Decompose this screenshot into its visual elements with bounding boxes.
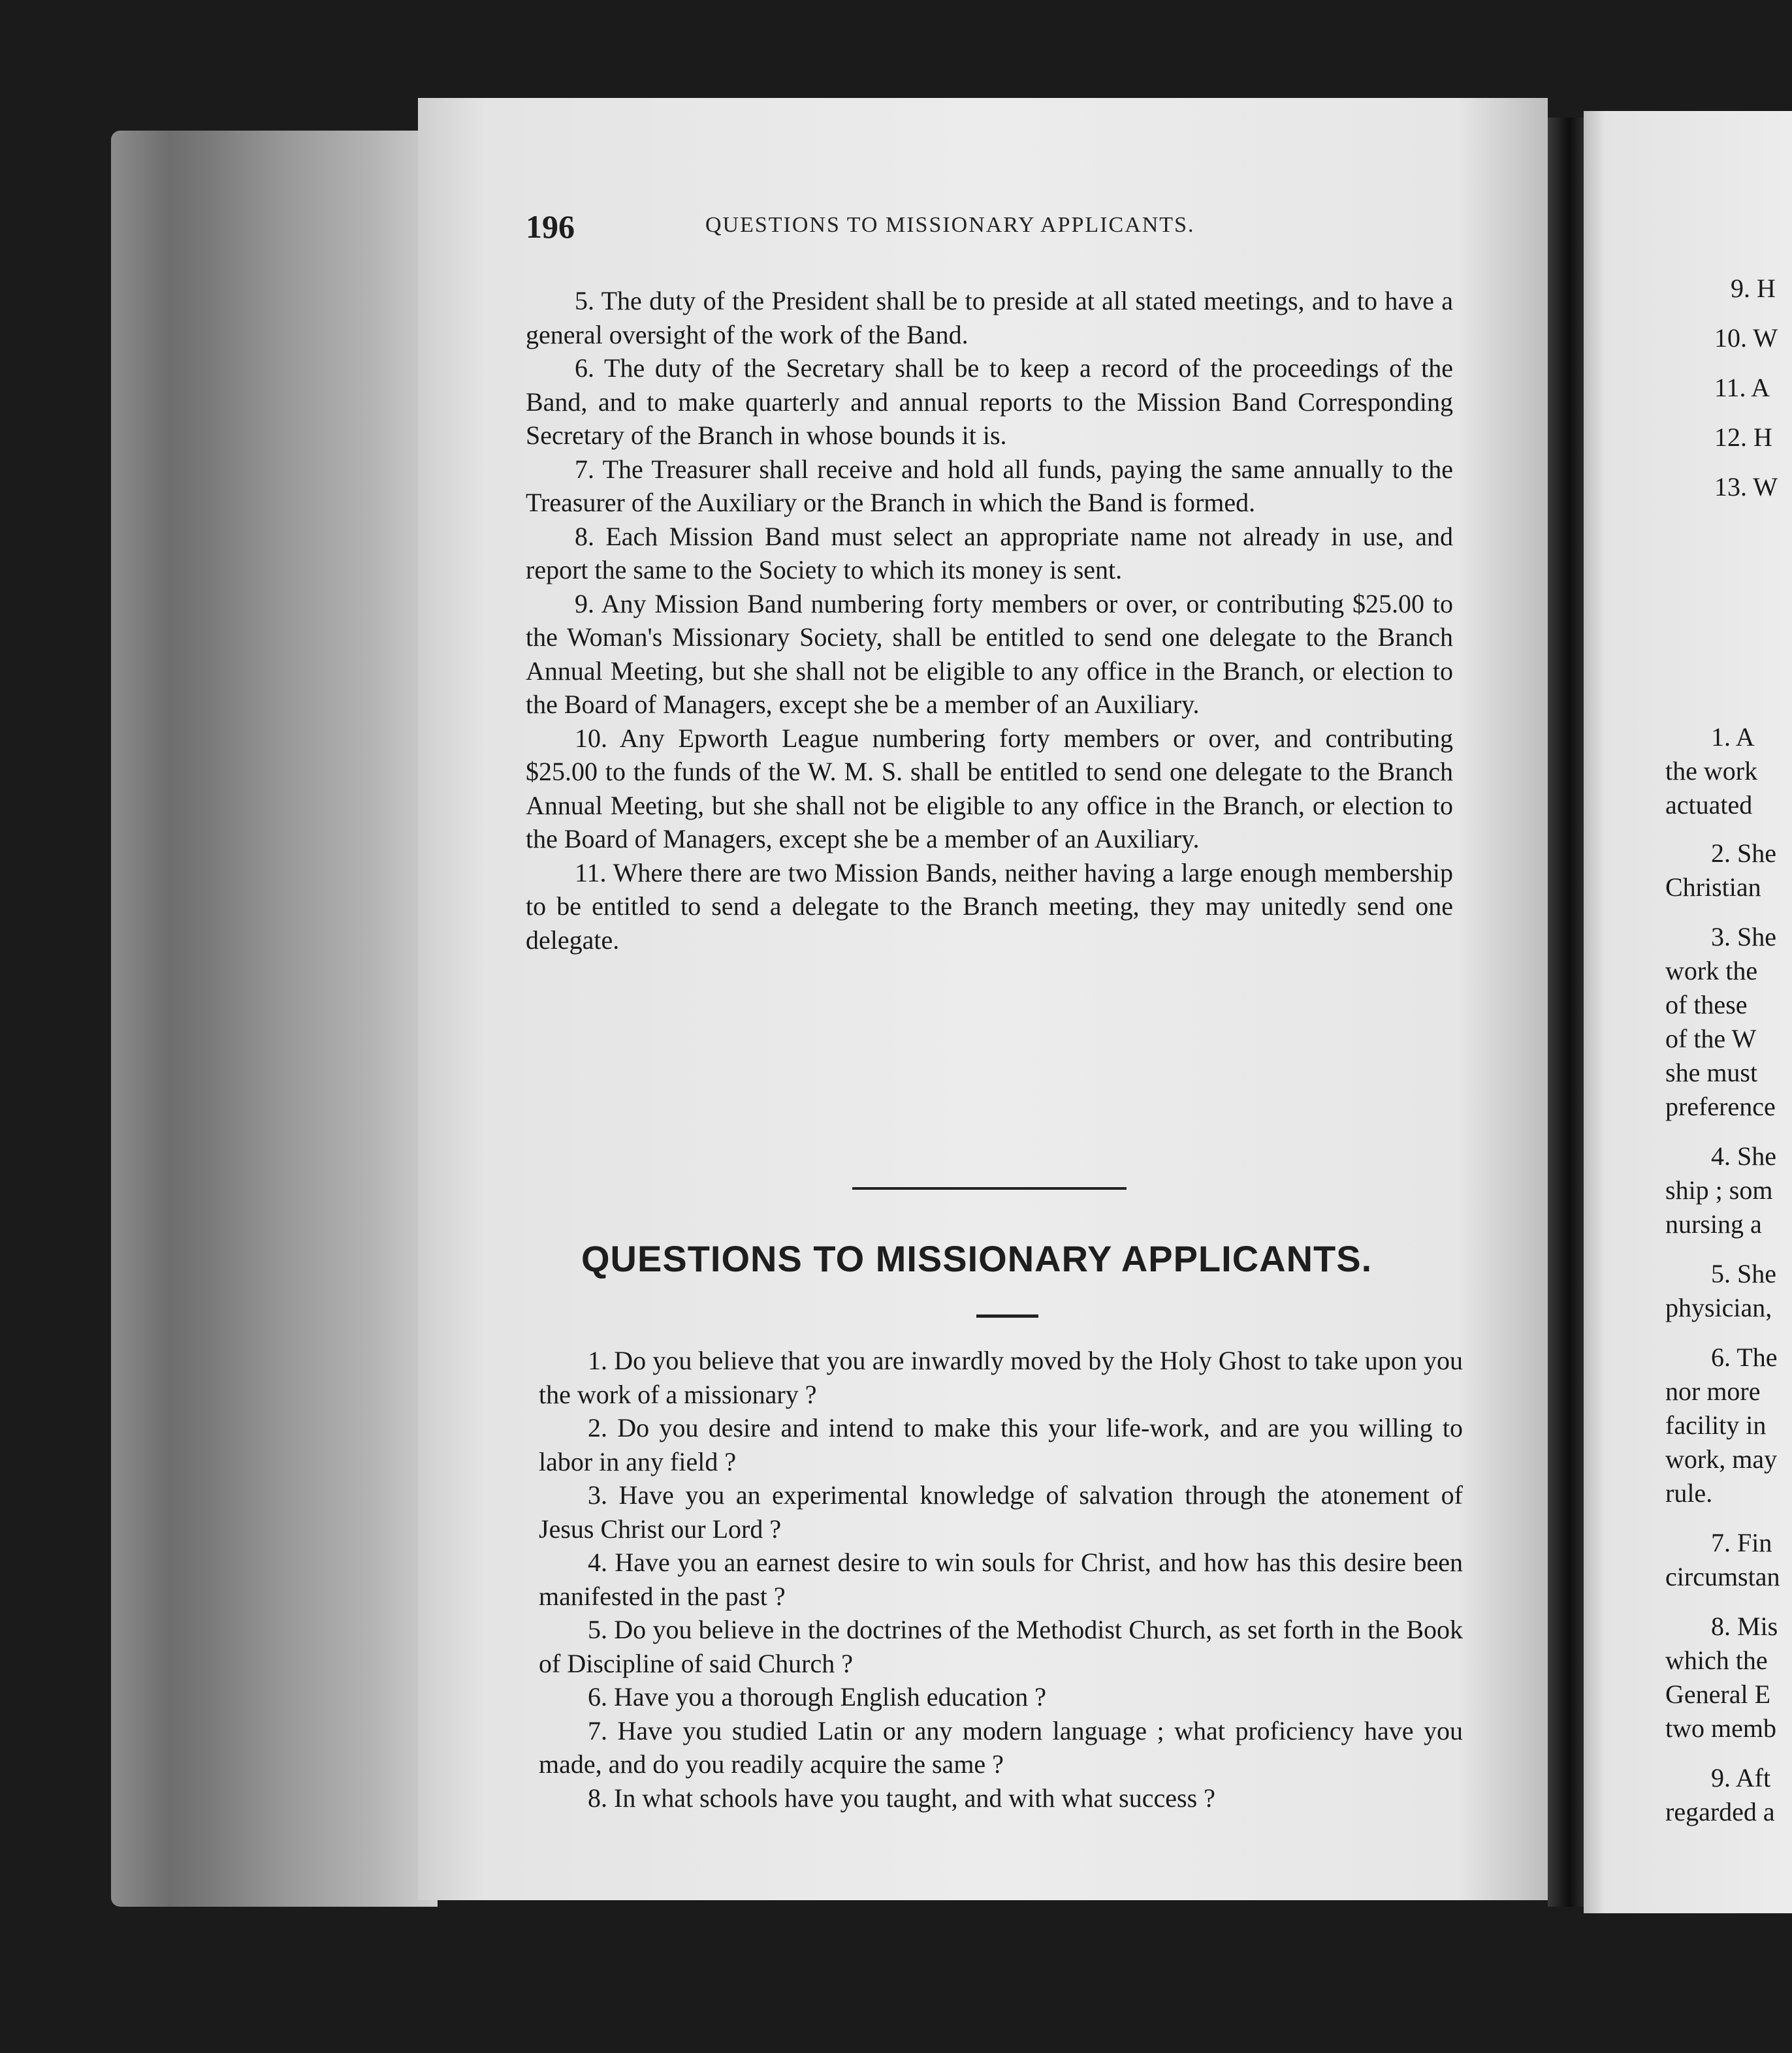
right-page-line: 8. Mis <box>1711 1612 1778 1641</box>
right-page-line: work the <box>1665 956 1758 985</box>
paragraph: 5. The duty of the President shall be to preside at all stated meetings, and to have a general oversight of the work of the Band. <box>526 286 1453 349</box>
question-item: 7. Have you studied Latin or any modern language ; what proficiency have you made, and do you readily acquire the same ? <box>539 1715 1463 1779</box>
right-page-line: 5. She <box>1711 1259 1776 1288</box>
right-page-item: 11. A <box>1714 373 1770 402</box>
right-page-line: she must <box>1665 1058 1758 1087</box>
right-page-line: 2. She <box>1711 838 1776 868</box>
right-page-line: 1. A <box>1711 722 1755 752</box>
running-title: QUESTIONS TO MISSIONARY APPLICANTS. <box>705 213 1195 237</box>
question-item: 2. Do you desire and intend to make this your life-work, and are you willing to labor in any field ? <box>539 1413 1463 1476</box>
paragraph: 9. Any Mission Band numbering forty members or over, or contributing $25.00 to the Woman's Missionary Society, shall be entitled to send one delegate to the Branch Annual Meeting, but she shall not be eligible to any office in the Branch, or election to the Board of Managers, except she be a member of an Auxiliary. <box>526 588 1453 719</box>
right-page-line: nursing a <box>1665 1209 1762 1239</box>
right-page-line: 9. Aft <box>1711 1763 1771 1792</box>
right-page-line: preference <box>1665 1092 1776 1121</box>
right-page-line: actuated <box>1665 790 1753 820</box>
right-page-line: of the W <box>1665 1024 1757 1053</box>
right-page-item: 10. W <box>1714 323 1778 353</box>
right-page-line: facility in <box>1665 1410 1767 1440</box>
right-page-item: 12. H <box>1714 422 1772 452</box>
questions-list <box>539 1344 1463 1815</box>
right-page-line: 7. Fin <box>1711 1528 1772 1557</box>
right-page-line: 3. She <box>1711 922 1776 951</box>
question-item: 4. Have you an earnest desire to win souls for Christ, and how has this desire been manifested in the past ? <box>539 1548 1463 1611</box>
right-page-item: 9. H <box>1731 274 1776 303</box>
right-page-line: rule. <box>1665 1478 1713 1508</box>
right-page-line: which the <box>1665 1646 1768 1675</box>
paragraph: 11. Where there are two Mission Bands, neither having a large enough membership to be entitled to send a delegate to the Branch meeting, they may unitedly send one delegate. <box>526 857 1453 955</box>
section-heading: QUESTIONS TO MISSIONARY APPLICANTS. <box>581 1238 1373 1279</box>
right-page-line: circumstan <box>1665 1562 1780 1591</box>
question-item: 6. Have you a thorough English education ? <box>588 1682 1047 1711</box>
paragraph: 10. Any Epworth League numbering forty members or over, and contributing $25.00 to the funds of the W. M. S. shall be entitled to send one delegate to the Branch Annual Meeting, but she shall not be eligible to any office in the Branch, or election to the Board of Managers, except she be a member of an Auxiliary. <box>526 723 1453 853</box>
book-page-edges <box>111 131 438 1907</box>
question-item: 1. Do you believe that you are inwardly moved by the Holy Ghost to take upon you the work of a missionary ? <box>539 1346 1463 1409</box>
right-page-line: Christian <box>1665 872 1761 902</box>
right-page-line: regarded a <box>1665 1797 1775 1826</box>
right-page-line: physician, <box>1665 1293 1772 1322</box>
paragraph: 8. Each Mission Band must select an appropriate name not already in use, and report the same to the Society to which its money is sent. <box>526 521 1453 584</box>
bylaws-text <box>526 284 1453 957</box>
right-page-line: the work <box>1665 756 1758 786</box>
paragraph: 7. The Treasurer shall receive and hold all funds, paying the same annually to the Treasurer of the Auxiliary or the Branch in which the Band is formed. <box>526 454 1453 517</box>
right-page-line: work, may <box>1665 1444 1778 1474</box>
right-page-line: nor more <box>1665 1377 1761 1406</box>
page-number: 196 <box>526 208 575 245</box>
right-page-line: General E <box>1665 1679 1771 1709</box>
book-gutter <box>1548 118 1584 1907</box>
question-item: 8. In what schools have you taught, and with what success ? <box>588 1783 1215 1813</box>
right-page-line: ship ; som <box>1665 1175 1773 1205</box>
section-divider <box>852 1187 1127 1190</box>
right-page-item: 13. W <box>1714 472 1778 501</box>
right-page <box>1584 111 1792 1913</box>
right-page-line: of these <box>1665 990 1748 1019</box>
right-page-line: two memb <box>1665 1713 1776 1743</box>
paragraph: 6. The duty of the Secretary shall be to keep a record of the proceedings of the Band, and to make quarterly and annual reports to the Mission Band Corresponding Secretary of the Branch in whose bounds it is. <box>526 353 1453 450</box>
question-item: 3. Have you an experimental knowledge of salvation through the atonement of Jesus Christ our Lord ? <box>539 1480 1463 1544</box>
question-item: 5. Do you believe in the doctrines of the Methodist Church, as set forth in the Book of Discipline of said Church ? <box>539 1615 1463 1678</box>
right-page-line: 6. The <box>1711 1343 1778 1372</box>
heading-underline <box>976 1314 1038 1318</box>
running-head <box>526 208 1296 247</box>
right-page-line: 4. She <box>1711 1141 1776 1171</box>
